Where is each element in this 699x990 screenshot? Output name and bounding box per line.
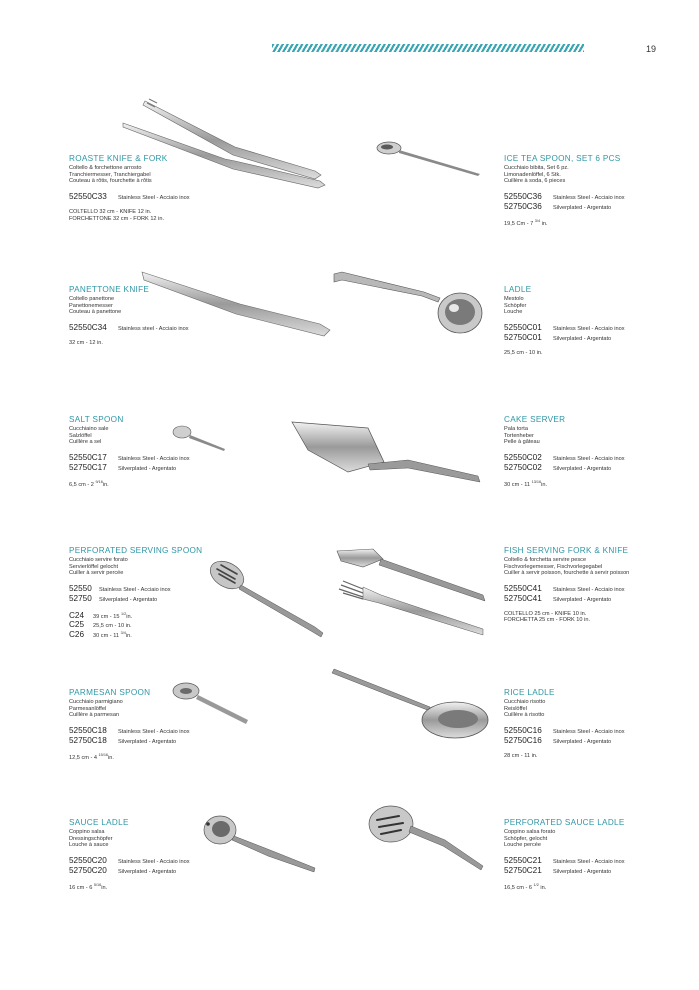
- product-size: 12,5 cm - 4 $^{15/16}$in.: [69, 752, 114, 761]
- product-code: 52550C18: [69, 725, 107, 735]
- variant-row: [69, 611, 259, 621]
- product-subtitle: Cucchiaino sale: [69, 425, 109, 432]
- product-fish-serving-fork-knife: [504, 546, 694, 624]
- product-code: 52550C21: [504, 855, 542, 865]
- material: Silverplated - Argentato: [553, 335, 612, 342]
- material: Silverplated - Argentato: [99, 596, 158, 603]
- product-title: SAUCE LADLE: [69, 818, 129, 827]
- code-row: [69, 856, 259, 866]
- material: Stainless Steel - Acciaio inox: [553, 586, 625, 593]
- code-row: [69, 866, 259, 876]
- product-code: 52750C21: [504, 865, 542, 875]
- product-subtitle: Dressingschöpfer: [69, 835, 113, 842]
- product-size: 16 cm - 6 $^{5/16}$in.: [69, 882, 108, 891]
- material: Stainless Steel - Acciaio inox: [99, 586, 171, 593]
- product-subtitle: Schöpfer: [504, 302, 527, 309]
- code-row: [504, 726, 694, 736]
- product-size: 19,5 Cm - 7 $^{3/4}$ in.: [504, 218, 548, 227]
- product-subtitle: Cuiller à servir poisson, fourchette à servir poisson: [504, 570, 630, 577]
- material: Silverplated - Argentato: [118, 465, 177, 472]
- size-line: FORCHETTA 25 cm - FORK 10 in.: [504, 617, 590, 624]
- header-stripe: [272, 44, 584, 52]
- product-size: 28 cm - 11 in.: [504, 752, 538, 759]
- code-row: [69, 584, 259, 594]
- code-row: [69, 453, 259, 463]
- product-code: 52550C02: [504, 452, 542, 462]
- product-subtitle: Couteau à panettone: [69, 309, 122, 316]
- product-subtitle: Cucchiaio servire forato: [69, 556, 128, 563]
- product-subtitle: Tranchiermesser, Tranchiergabel: [69, 171, 151, 178]
- code-row: [504, 333, 694, 343]
- variant-size: 25,5 cm - 10 in.: [93, 623, 132, 630]
- code-row: [504, 192, 694, 202]
- product-subtitle: Louche à sauce: [69, 842, 109, 849]
- product-code: 52550C01: [504, 322, 542, 332]
- ladle-illustration: [332, 268, 487, 338]
- product-title: FISH SERVING FORK & KNIFE: [504, 546, 629, 555]
- product-code: 52750C36: [504, 201, 542, 211]
- size-line: FORCHETTONE 32 cm - FORK 12 in.: [69, 215, 165, 222]
- material: Silverplated - Argentato: [118, 738, 177, 745]
- product-title: ROASTE KNIFE & FORK: [69, 154, 168, 163]
- product-cake-server: [504, 415, 694, 488]
- product-subtitle: Couteau à rôtis, fourchette à rôtis: [69, 178, 152, 185]
- product-code: 52750C16: [504, 735, 542, 745]
- product-title: PANETTONE KNIFE: [69, 285, 150, 294]
- product-code: 52750C02: [504, 462, 542, 472]
- code-row: [69, 323, 259, 333]
- product-subtitle: Parmesanlöffel: [69, 705, 107, 712]
- code-row: [69, 594, 259, 604]
- product-title: RICE LADLE: [504, 688, 555, 697]
- product-title: PERFORATED SAUCE LADLE: [504, 818, 625, 827]
- product-subtitle: Coltello & forchetta servire pesce: [504, 556, 587, 563]
- product-size: 32 cm - 12 in.: [69, 339, 103, 346]
- variant-row: [69, 630, 259, 640]
- page-number: 19: [646, 44, 657, 54]
- product-rice-ladle: [504, 688, 694, 759]
- product-perforated-sauce-ladle: [504, 818, 694, 891]
- product-subtitle: Cuillère à parmesan: [69, 712, 120, 719]
- product-subtitle: Cucchiaio risotto: [504, 698, 546, 705]
- variant-code: C24: [69, 610, 85, 620]
- product-subtitle: Cuillère à soda, 6 pieces: [504, 178, 566, 185]
- material: Stainless Steel - Acciaio inox: [553, 455, 625, 462]
- product-sauce-ladle: [69, 818, 259, 891]
- product-subtitle: Coppino salsa: [69, 828, 105, 835]
- product-code: 52550C33: [69, 191, 107, 201]
- product-subtitle: Louche: [504, 309, 523, 316]
- product-code: 52550: [69, 583, 92, 593]
- product-code: 52750: [69, 593, 92, 603]
- product-subtitle: Mestolo: [504, 295, 524, 302]
- size-line: COLTELLO 32 cm - KNIFE 12 in.: [69, 208, 152, 215]
- product-panettone-knife: [69, 285, 259, 347]
- product-code: 52750C41: [504, 593, 542, 603]
- product-title: LADLE: [504, 285, 532, 294]
- code-row: [504, 736, 694, 746]
- product-code: 52550C36: [504, 191, 542, 201]
- product-subtitle: Servierlöffel gelocht: [69, 563, 119, 570]
- product-salt-spoon: [69, 415, 259, 488]
- code-row: [504, 463, 694, 473]
- rice-ladle-illustration: [330, 665, 490, 745]
- material: Stainless Steel - Acciaio inox: [118, 455, 190, 462]
- product-subtitle: Tortenheber: [504, 432, 534, 439]
- code-row: [69, 192, 259, 202]
- material: Silverplated - Argentato: [553, 204, 612, 211]
- product-parmesan-spoon: [69, 688, 259, 761]
- product-code: 52750C18: [69, 735, 107, 745]
- perforated-sauce-ladle-illustration: [365, 800, 490, 875]
- product-subtitle: Cucchiaio bibita, Set 6 pz.: [504, 164, 569, 171]
- product-ladle: [504, 285, 694, 356]
- product-code: 52550C34: [69, 322, 107, 332]
- product-subtitle: Cuiller à servir percée: [69, 570, 124, 577]
- product-code: 52550C20: [69, 855, 107, 865]
- code-row: [504, 594, 694, 604]
- product-subtitle: Coltello & forchettone arrosto: [69, 164, 142, 171]
- code-row: [69, 463, 259, 473]
- product-code: 52550C41: [504, 583, 542, 593]
- material: Silverplated - Argentato: [553, 738, 612, 745]
- product-subtitle: Salzlöffel: [69, 432, 92, 439]
- product-subtitle: Coppino salsa forato: [504, 828, 556, 835]
- material: Stainless steel - Acciaio inox: [118, 325, 189, 332]
- product-code: 52550C17: [69, 452, 107, 462]
- product-code: 52750C17: [69, 462, 107, 472]
- product-size: 30 cm - 11 $^{13/16}$in.: [504, 479, 548, 488]
- cake-server-illustration: [288, 418, 488, 498]
- material: Silverplated - Argentato: [553, 868, 612, 875]
- material: Stainless Steel - Acciaio inox: [118, 728, 190, 735]
- material: Silverplated - Argentato: [553, 596, 612, 603]
- product-subtitle: Reislöffel: [504, 705, 527, 712]
- product-subtitle: Cuillère a sel: [69, 439, 102, 446]
- material: Stainless Steel - Acciaio inox: [118, 194, 190, 201]
- product-subtitle: Pelle à gâteau: [504, 439, 540, 446]
- product-subtitle: Cuillère à risotto: [504, 712, 545, 719]
- code-row: [69, 736, 259, 746]
- material: Silverplated - Argentato: [118, 868, 177, 875]
- material: Stainless Steel - Acciaio inox: [553, 325, 625, 332]
- material: Stainless Steel - Acciaio inox: [553, 858, 625, 865]
- material: Stainless Steel - Acciaio inox: [553, 728, 625, 735]
- product-subtitle: Louche percée: [504, 842, 542, 849]
- size-line: COLTELLO 25 cm - KNIFE 10 in.: [504, 610, 587, 617]
- product-subtitle: Coltello panettone: [69, 295, 115, 302]
- product-subtitle: Pala torta: [504, 425, 528, 432]
- product-code: 52550C16: [504, 725, 542, 735]
- code-row: [69, 726, 259, 736]
- material: Silverplated - Argentato: [553, 465, 612, 472]
- product-title: PERFORATED SERVING SPOON: [69, 546, 203, 555]
- product-subtitle: Fischvorlegemesser, Fischvorlegegabel: [504, 563, 603, 570]
- material: Stainless Steel - Acciaio inox: [553, 194, 625, 201]
- product-code: 52750C01: [504, 332, 542, 342]
- product-title: PARMESAN SPOON: [69, 688, 151, 697]
- product-subtitle: Limonadenlöffel, 6 Stk.: [504, 171, 561, 178]
- product-perforated-serving-spoon: [69, 546, 259, 640]
- code-row: [504, 202, 694, 212]
- code-row: [504, 856, 694, 866]
- product-title: CAKE SERVER: [504, 415, 566, 424]
- product-ice-tea-spoon: [504, 154, 694, 227]
- variant-size: 39 cm - 15 $^{1/2}$in.: [93, 611, 133, 620]
- ice-tea-spoon-illustration: [375, 138, 485, 178]
- product-subtitle: Cucchiaio parmigiano: [69, 698, 123, 705]
- product-size: 6,5 cm - 2 $^{9/16}$in.: [69, 479, 109, 488]
- product-subtitle: Panettonemesser: [69, 302, 113, 309]
- fish-serving-fork-knife-illustration: [333, 545, 493, 640]
- code-row: [504, 323, 694, 333]
- product-title: SALT SPOON: [69, 415, 124, 424]
- variant-row: [69, 620, 259, 630]
- code-row: [504, 584, 694, 594]
- code-row: [504, 453, 694, 463]
- product-title: ICE TEA SPOON, SET 6 PCS: [504, 154, 621, 163]
- material: Stainless Steel - Acciaio inox: [118, 858, 190, 865]
- variant-size: 30 cm - 11 $^{3/4}$in.: [93, 631, 132, 640]
- product-size: 16,5 cm - 6 $^{1/2}$ in.: [504, 882, 547, 891]
- variant-code: C26: [69, 630, 85, 640]
- product-subtitle: Schöpfer, gelocht: [504, 835, 548, 842]
- product-code: 52750C20: [69, 865, 107, 875]
- product-roaste-knife-fork: [69, 154, 259, 222]
- code-row: [504, 866, 694, 876]
- product-size: 25,5 cm - 10 in.: [504, 349, 543, 356]
- variant-code: C25: [69, 620, 85, 630]
